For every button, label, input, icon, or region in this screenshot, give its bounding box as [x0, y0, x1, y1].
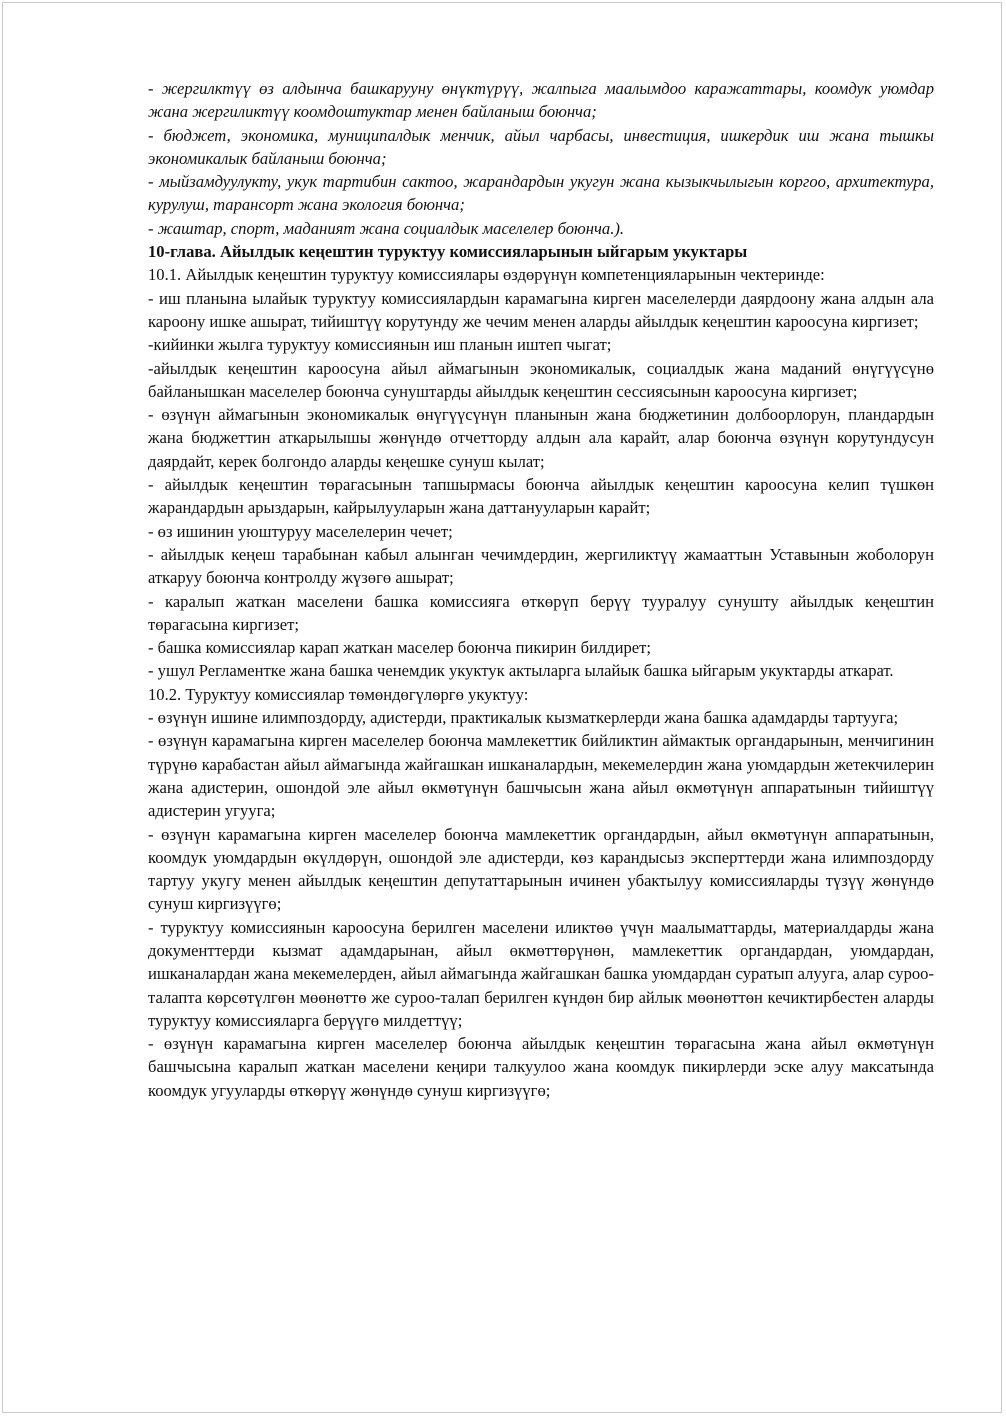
- document-page: [2, 2, 1002, 1413]
- paragraph: - айылдык кеңештин төрагасынын тапшырмасы боюнча айылдык кеңештин кароосуна келип түшкөн жарандардын арыздарын, кайрылууларын жана даттанууларын карайт;: [148, 475, 934, 518]
- intro-item: - бюджет, экономика, муниципалдык менчик, айыл чарбасы, инвестиция, ишкердик иш жана тышкы экономикалык байланыш боюнча;: [148, 125, 934, 168]
- chapter-body: [148, 263, 934, 1102]
- paragraph: - башка комиссиялар карап жаткан маселер боюнча пикирин билдирет;: [148, 638, 652, 658]
- paragraph: - айылдык кеңеш тарабынан кабыл алынган чечимдердин, жергиликтүү жамааттын Уставынын жоболорун аткаруу боюнча контролду жүзөгө ашырат;: [148, 544, 934, 588]
- intro-item: - мыйзамдуулукту, укук тартибин сактоо, жарандардын укугун жана кызыкчылыгын коргоо, архитектура, курулуш, тарансорт жана экология боюнча;: [148, 172, 934, 215]
- intro-item: - жаштар, спорт, маданият жана социалдык маселелер боюнча.).: [148, 218, 625, 238]
- paragraph: - туруктуу комиссиянын кароосуна берилген маселени иликтөө үчүн маалыматтарды, материалдарды жана документтерди кызмат адамдарынан, айыл өкмөттөрүнөн, мамлекеттик органдардан, уюмдардан, ишканалардан жана мекемелерден, айыл аймагында жайгашкан башка уюмдардан суратып алууга, алар суроо-талапта көрсөтүлгөн мөөнөттө же суроо-талап берилген күндөн бир айлык мөөнөттөн кечиктирбестен аларды туруктуу комиссияларга берүүгө милдеттүү;: [148, 917, 934, 1030]
- paragraph: 10.1. Айылдык кеңештин туруктуу комиссиялары өздөрүнүн компетенцияларынын чектеринде:: [148, 265, 825, 285]
- paragraph: - өзүнүн карамагына кирген маселелер боюнча мамлекеттик органдардын, айыл өкмөтүнүн аппаратынын, коомдук уюмдардын өкүлдөрүн, ошондой эле адистерди, көз карандысыз эксперттерди жана илимпоздорду тартуу укугу менен айылдык кеңештин депутаттарынын ичинен убактылуу комиссияларды түзүү жөнүндө сунуш киргизүүгө;: [148, 824, 934, 914]
- paragraph: -кийинки жылга туруктуу комиссиянын иш планын иштеп чыгат;: [148, 335, 612, 355]
- paragraph: - өзүнүн аймагынын экономикалык өнүгүүсүнүн планынын жана бюджетинин долбоорлорун, пландардын жана бюджеттин аткарылышы жөнүндө отчетторду алдын ала карайт, алар боюнча өзүнүн корутундусун даярдайт, керек болгондо аларды кеңешке сунуш кылат;: [148, 405, 934, 471]
- intro-list: [148, 77, 934, 240]
- page-content: [148, 77, 934, 1102]
- paragraph: - өзүнүн ишине илимпоздорду, адистерди, практикалык кызматкерлерди жана башка адамдарды тартууга;: [148, 708, 899, 728]
- paragraph: - иш планына ылайык туруктуу комиссиялардын карамагына кирген маселелерди даярдоону жана алдын ала кароону ишке ашырат, тийиштүү корутунду же чечим менен аларды айылдык кеңештин кароосуна киргизет;: [148, 288, 934, 331]
- paragraph: - ушул Регламентке жана башка ченемдик укуктук актыларга ылайык башка ыйгарым укуктарды аткарат.: [148, 661, 894, 681]
- paragraph: - өзүнүн карамагына кирген маселелер боюнча айылдык кеңештин төрагасына жана айыл өкмөтүнүн башчысына каралып жаткан маселени кеңири талкуулоо жана коомдук пикирлерди эске алуу максатында коомдук угууларды өткөрүү жөнүндө сунуш киргизүүгө;: [148, 1034, 934, 1100]
- paragraph: - өз ишинин уюштуруу маселелерин чечет;: [148, 521, 453, 541]
- intro-item: - жергилктүү өз алдынча башкарууну өнүктүрүү, жалпыга маалымдоо каражаттары, коомдук уюмдар жана жергиликтүү коомдоштуктар менен байланыш боюнча;: [148, 79, 934, 122]
- paragraph: - каралып жаткан маселени башка комиссияга өткөрүп берүү тууралуу сунушту айылдык кеңештин төрагасына киргизет;: [148, 591, 934, 634]
- paragraph: 10.2. Туруктуу комиссиялар төмөндөгүлөргө укуктуу:: [148, 684, 529, 704]
- paragraph: -айылдык кеңештин кароосуна айыл аймагынын экономикалык, социалдык жана маданий өнүгүүсүнө байланышкан маселелер боюнча сунуштарды айылдык кеңештин сессиясынын кароосуна киргизет;: [148, 358, 934, 401]
- chapter-title: 10-глава. Айылдык кеңештин туруктуу комиссияларынын ыйгарым укуктары: [148, 242, 748, 262]
- paragraph: - өзүнүн карамагына кирген маселелер боюнча мамлекеттик бийликтин аймактык органдарынын, менчигинин түрүнө карабастан айыл аймагында жайгашкан ишканалардын, мекемелердин жана уюмдардын жетекчилерин жана адистерин, ошондой эле айыл өкмөтүнүн башчысын жана айыл өкмөтүнүн аппаратынын тийиштүү адистерин угууга;: [148, 731, 934, 821]
